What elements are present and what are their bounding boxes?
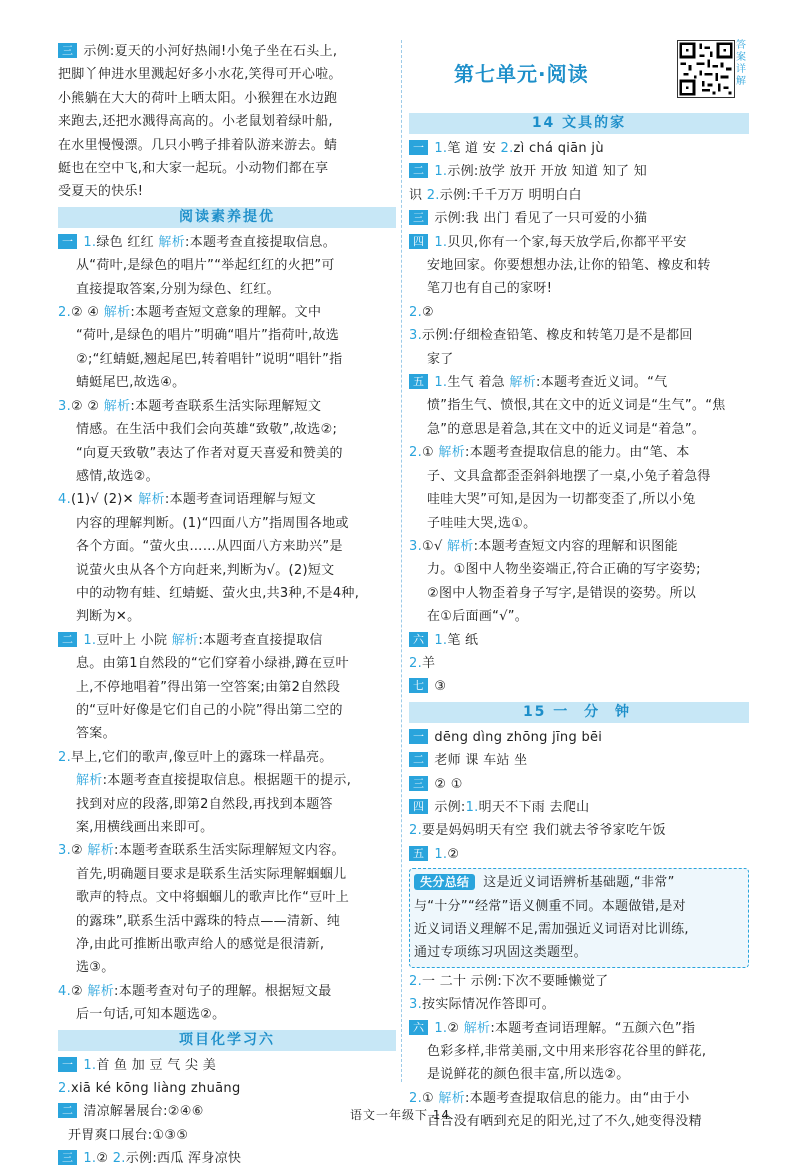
answer-line xyxy=(58,582,396,605)
item-number: 1. xyxy=(434,846,448,862)
answer-line xyxy=(409,796,749,819)
item-number: 1. xyxy=(83,1057,97,1073)
answer-text: 示例:西瓜 浑身凉快 xyxy=(125,1151,242,1167)
answer-line xyxy=(409,465,749,488)
answer-text: 后一句话,可知本题选②。 xyxy=(76,1007,226,1023)
answer-text: 要是妈妈明天有空 我们就去爷爷家吃午饭 xyxy=(422,823,666,839)
answer-text: 笔刀也有自己的家呀! xyxy=(427,281,553,297)
answer-text: 来跑去,还把水溅得高高的。小老鼠划着绿叶船, xyxy=(58,114,333,130)
answer-text: ② ② xyxy=(71,398,104,414)
answer-text: 急”的意思是着急,其在文中的近义词是“着急”。 xyxy=(427,421,706,437)
answer-line xyxy=(58,371,396,394)
tip-line: 与“十分”“经常”语义侧重不同。本题做错,是对 xyxy=(414,898,686,914)
answer-line xyxy=(58,793,396,816)
answer-text: 豆叶上 小院 xyxy=(96,632,172,648)
item-number: 2. xyxy=(426,187,440,203)
lesson-14-header xyxy=(409,113,749,134)
question-badge: 三 xyxy=(409,776,428,791)
answer-block-lesson-15 xyxy=(409,726,749,866)
item-number: 2. xyxy=(409,1090,423,1106)
section-header-project: 项目化学习六 xyxy=(58,1030,396,1051)
answer-text: 子哇哇大哭,选①。 xyxy=(427,515,537,531)
question-badge: 一 xyxy=(58,1057,77,1072)
answer-line xyxy=(58,629,396,652)
answer-line xyxy=(58,395,396,418)
answer-line xyxy=(409,558,749,581)
answer-text: 绿色 红红 xyxy=(96,234,159,250)
item-number: 1. xyxy=(434,1020,448,1036)
item-number: 1. xyxy=(465,799,479,815)
answer-text: 首 鱼 加 豆 气 尖 美 xyxy=(96,1057,217,1073)
answer-line xyxy=(409,207,749,230)
left-column xyxy=(58,40,396,1167)
item-number: 3. xyxy=(409,328,423,344)
answer-line xyxy=(58,652,396,675)
answer-text: 一 二十 示例:下次不要睡懒觉了 xyxy=(422,973,609,989)
tip-line xyxy=(414,871,744,894)
answer-line xyxy=(409,819,749,842)
answer-line xyxy=(58,956,396,979)
answer-text: 的露珠”,联系生活中露珠的特点——清新、纯 xyxy=(76,913,341,929)
answer-line xyxy=(58,87,396,110)
answer-text: ① xyxy=(422,445,439,461)
answer-text: 案,用横线画出来即可。 xyxy=(76,820,214,835)
answer-text: 的“豆叶好像是它们自己的小院”得出第二空的 xyxy=(76,702,343,718)
answer-line xyxy=(58,418,396,441)
analysis-label: 解析 xyxy=(438,445,466,461)
answer-text: ② xyxy=(422,304,434,320)
answer-text: 在①后面画“√”。 xyxy=(427,609,529,625)
answer-line xyxy=(58,180,396,203)
answer-text: ②图中人物歪着身子写字,是错误的姿势。所以 xyxy=(427,585,697,601)
answer-text: 选③。 xyxy=(76,960,115,976)
answer-text: 老师 课 车站 坐 xyxy=(434,753,528,769)
page-footer: 语文一年级下 14 xyxy=(349,1108,451,1122)
item-number: 2. xyxy=(500,141,514,156)
answer-text: :本题考查提取信息的能力。由“笔、本 xyxy=(465,445,690,461)
answer-text: ② xyxy=(447,846,460,862)
answer-text: :本题考查短文意象的理解。文中 xyxy=(130,305,322,321)
answer-text: :本题考查直接提取信息。根据题干的提示, xyxy=(102,773,352,789)
answer-text: 示例:夏天的小河好热闹!小兔子坐在石头上, xyxy=(83,44,338,59)
answer-line xyxy=(58,559,396,582)
qr-label: 答案详解 xyxy=(736,40,746,87)
answer-text: 首先,明确题目要求是联系生活实际理解蝈蝈儿 xyxy=(76,866,347,882)
answer-text: 清凉解暑展台:②④⑥ xyxy=(83,1104,204,1120)
answer-line xyxy=(58,1077,396,1100)
answer-line xyxy=(58,134,396,157)
answer-text: xiā ké kōng liàng zhuāng xyxy=(71,1081,241,1097)
answer-line xyxy=(58,1124,396,1147)
analysis-label: 解析 xyxy=(438,1090,466,1106)
answer-line xyxy=(409,137,749,160)
answer-line xyxy=(409,488,749,511)
item-number: 1. xyxy=(83,1151,97,1167)
answer-line xyxy=(58,1003,396,1026)
answer-text: :本题考查词语理解。“五颜六色”指 xyxy=(490,1020,696,1036)
answer-text: 示例:千千万万 明明白白 xyxy=(439,187,582,203)
answer-text: 安地回家。你要想想办法,让你的铅笔、橡皮和转 xyxy=(427,258,711,274)
answer-line xyxy=(409,418,749,441)
question-badge: 一 xyxy=(409,140,428,155)
answer-text: 示例:我 出门 看见了一只可爱的小猫 xyxy=(434,211,648,227)
answer-text: ② ① xyxy=(434,776,463,792)
answer-line xyxy=(409,629,749,652)
answer-text: 小熊躺在大大的荷叶上晒太阳。小猴狸在水边跑 xyxy=(58,90,338,106)
answer-text: (1)√ (2)✕ xyxy=(71,492,139,508)
answer-text: “向夏天致敬”表达了作者对夏天喜爱和赞美的 xyxy=(76,445,343,461)
answer-text: 答案。 xyxy=(76,726,116,742)
answer-text: 家了 xyxy=(427,351,454,367)
answer-text: 开胃爽口展台:①③⑤ xyxy=(68,1127,189,1143)
item-number: 1. xyxy=(434,234,448,250)
tip-box xyxy=(409,868,749,968)
question-badge: 三 xyxy=(409,210,428,225)
answer-text: ② xyxy=(447,1020,464,1036)
answer-text: 识 xyxy=(409,187,427,203)
answer-line xyxy=(409,254,749,277)
answer-line xyxy=(409,773,749,796)
answer-text: 蜻蜓尾巴,故选④。 xyxy=(76,375,186,391)
answer-line xyxy=(58,886,396,909)
item-number: 2. xyxy=(58,749,72,765)
answer-block-reading xyxy=(58,231,396,1027)
answer-text: 示例: xyxy=(434,799,466,815)
answer-line xyxy=(409,993,749,1016)
item-number: 3. xyxy=(58,843,72,859)
answer-text: 示例:仔细检查铅笔、橡皮和转笔刀是不是都回 xyxy=(422,328,693,344)
answer-line xyxy=(409,1017,749,1040)
item-number: 2. xyxy=(409,655,423,671)
answer-text: 歌声的特点。文中将蝈蝈儿的歌声比作“豆叶上 xyxy=(76,890,350,906)
item-number: 2. xyxy=(409,304,423,320)
question-badge: 三 xyxy=(58,43,77,58)
question-badge: 二 xyxy=(409,163,428,178)
item-number: 1. xyxy=(434,632,448,648)
item-number: 1. xyxy=(83,234,97,250)
answer-text: ② ④ xyxy=(71,305,104,321)
answer-line xyxy=(409,231,749,254)
answer-line xyxy=(409,277,749,300)
item-number: 2. xyxy=(112,1151,126,1167)
item-number: 4. xyxy=(58,492,72,508)
answer-line xyxy=(58,863,396,886)
answer-line xyxy=(58,110,396,133)
answer-text: zì chá qiān jù xyxy=(513,141,604,156)
right-column xyxy=(409,40,749,1130)
answer-text: 息。由第1自然段的“它们穿着小绿褂,蹲在豆叶 xyxy=(76,656,349,672)
question-badge: 五 xyxy=(409,374,428,389)
answer-text: 力。①图中人物坐姿端正,符合正确的写字姿势; xyxy=(427,562,701,578)
analysis-label: 解析 xyxy=(158,234,186,250)
answer-line xyxy=(409,394,749,417)
answer-line xyxy=(409,371,749,394)
answer-text: 贝贝,你有一个家,每天放学后,你都平平安 xyxy=(447,234,687,250)
answer-line xyxy=(58,442,396,465)
answer-line xyxy=(58,933,396,956)
answer-line xyxy=(58,301,396,324)
answer-line xyxy=(58,1147,396,1170)
analysis-label: 解析 xyxy=(87,983,115,999)
analysis-label: 解析 xyxy=(103,398,131,414)
item-number: 3. xyxy=(58,398,72,414)
item-number: 4. xyxy=(58,983,72,999)
item-number: 2. xyxy=(409,445,423,461)
answer-text: 净,由此可推断出歌声给人的感觉是很清新, xyxy=(76,937,325,953)
answer-line xyxy=(58,254,396,277)
answer-line xyxy=(409,324,749,347)
unit-header xyxy=(409,40,749,110)
answer-line xyxy=(409,1063,749,1086)
question-badge: 四 xyxy=(409,234,428,249)
answer-line xyxy=(58,278,396,301)
question-badge: 五 xyxy=(409,846,428,861)
answer-text: 羊 xyxy=(422,655,436,671)
answer-text: 从“荷叶,是绿色的唱片”“举起红红的火把”可 xyxy=(76,258,335,274)
answer-line xyxy=(409,605,749,628)
answer-line xyxy=(58,910,396,933)
question-badge: 一 xyxy=(58,234,77,249)
answer-line xyxy=(58,324,396,347)
answer-text: 感情,故选②。 xyxy=(76,468,159,484)
answer-line xyxy=(58,769,396,792)
answer-text: 把脚丫伸进水里溅起好多小水花,笑得可开心啦。 xyxy=(58,67,342,83)
section-header-reading: 阅读素养提优 xyxy=(58,207,396,228)
item-number: 3. xyxy=(409,997,423,1013)
answer-text: ②;“红蜻蜓,翘起尾巴,转着唱针”说明“唱针”指 xyxy=(76,351,343,367)
answer-text: ① xyxy=(422,1090,439,1106)
answer-text: ② xyxy=(71,983,88,999)
answer-text: 各个方面。“萤火虫……从四面八方来助兴”是 xyxy=(76,539,343,555)
answer-text: 笔 道 安 xyxy=(447,141,501,156)
answer-line xyxy=(409,348,749,371)
answer-line xyxy=(409,675,749,698)
answer-text: ①√ xyxy=(422,538,447,554)
question-badge: 六 xyxy=(409,1020,428,1035)
lesson-14-number: 14 xyxy=(531,115,556,131)
answer-text: 生气 着急 xyxy=(447,375,510,391)
item-number: 2. xyxy=(409,973,423,989)
answer-line xyxy=(409,301,749,324)
answer-text: “荷叶,是绿色的唱片”明确“唱片”指荷叶,故选 xyxy=(76,328,340,344)
lesson-15-number: 15 xyxy=(522,703,547,720)
answer-text: 内容的理解判断。(1)“四面八方”指周围各地或 xyxy=(76,515,349,531)
answer-line xyxy=(58,839,396,862)
answer-text: :本题考查直接提取信 xyxy=(198,632,323,648)
answer-text: 蜓也在空中飞,和大家一起玩。小动物们都在享 xyxy=(58,161,329,177)
answer-text: 色彩多样,非常美丽,文中用来形容花谷里的鲜花, xyxy=(427,1044,707,1060)
answer-line xyxy=(409,160,749,183)
tip-label: 失分总结 xyxy=(414,874,475,890)
answer-text: dēng dìng zhōng jīng bēi xyxy=(434,729,603,745)
item-number: 3. xyxy=(409,538,423,554)
column-divider xyxy=(401,40,402,1082)
qr-code-icon[interactable] xyxy=(677,40,735,98)
item-number: 2. xyxy=(58,1081,72,1097)
answer-line xyxy=(409,184,749,207)
analysis-label: 解析 xyxy=(447,538,474,554)
answer-line xyxy=(58,157,396,180)
analysis-label: 解析 xyxy=(103,305,131,321)
analysis-label: 解析 xyxy=(76,773,103,789)
answer-text: 哇哇大哭”可知,是因为一切都变歪了,所以小兔 xyxy=(427,492,696,508)
answer-text: :本题考查近义词。“气 xyxy=(536,375,668,391)
answer-text: 示例:放学 放开 开放 知道 知了 知 xyxy=(447,164,648,180)
answer-text: :本题考查提取信息的能力。由“由于小 xyxy=(465,1090,690,1106)
tip-line: 通过专项练习巩固这类题型。 xyxy=(414,945,587,961)
answer-text: 说萤火虫从各个方向赶来,判断为√。(2)短文 xyxy=(76,562,335,578)
answer-text: 在水里慢慢漂。几只小鸭子排着队游来游去。蜻 xyxy=(58,137,338,153)
item-number: 1. xyxy=(434,141,448,156)
answer-text: :本题考查联系生活实际理解短文 xyxy=(130,398,322,414)
answer-text: 早上,它们的歌声,像豆叶上的露珠一样晶亮。 xyxy=(71,749,333,765)
answer-block-lesson-14 xyxy=(409,137,749,699)
tip-line: 近义词语义理解不足,需加强近义词语对比训练, xyxy=(414,922,689,937)
answer-text: :本题考查短文内容的理解和识图能 xyxy=(473,538,678,554)
answer-text: ② xyxy=(71,843,88,859)
lesson-15-header xyxy=(409,702,749,723)
answer-line xyxy=(58,816,396,839)
answer-line xyxy=(409,970,749,993)
answer-text: 是说鲜花的颜色很丰富,所以选②。 xyxy=(427,1067,630,1083)
answer-line xyxy=(409,1040,749,1063)
item-number: 1. xyxy=(434,164,448,180)
answer-text: 百合没有晒到充足的阳光,过了不久,她变得没精 xyxy=(427,1114,702,1130)
answer-line xyxy=(58,231,396,254)
answer-text: 情感。在生活中我们会向英雄“致敬”,故选②; xyxy=(76,422,338,438)
answer-line xyxy=(409,843,749,866)
answer-line xyxy=(58,535,396,558)
item-number: 1. xyxy=(83,632,97,648)
question-badge: 二 xyxy=(58,1103,77,1118)
answer-line xyxy=(409,652,749,675)
answer-text: 中的动物有蛙、红蜻蜓、萤火虫,共3种,不是4种, xyxy=(76,585,360,601)
analysis-label: 解析 xyxy=(87,843,115,859)
answer-text: :本题考查对句子的理解。根据短文最 xyxy=(114,983,332,999)
question-badge: 七 xyxy=(409,678,428,693)
answer-line xyxy=(58,722,396,745)
answer-line xyxy=(58,605,396,628)
answer-line xyxy=(58,699,396,722)
tip-text: 这是近义词语辨析基础题,“非常” xyxy=(483,875,675,891)
question-badge: 二 xyxy=(58,632,77,647)
answer-text: 受夏天的快乐! xyxy=(58,184,144,200)
answer-line xyxy=(409,582,749,605)
analysis-label: 解析 xyxy=(171,632,199,648)
question-badge: 三 xyxy=(58,1150,77,1165)
answer-line xyxy=(58,348,396,371)
question-badge: 二 xyxy=(409,752,428,767)
answer-text: 直接提取答案,分别为绿色、红红。 xyxy=(76,281,280,297)
answer-text: 上,不停地唱着”得出第一空答案;由第2自然段 xyxy=(76,679,341,695)
answer-text: 明天不下雨 去爬山 xyxy=(478,799,590,815)
analysis-label: 解析 xyxy=(509,375,537,391)
answer-line xyxy=(58,63,396,86)
unit-title: 第七单元·阅读 xyxy=(454,62,589,86)
answer-line xyxy=(409,749,749,772)
answer-text: 按实际情况作答即可。 xyxy=(422,997,556,1013)
answer-line xyxy=(409,512,749,535)
answer-text: 子、文具盒都歪歪斜斜地摆了一桌,小兔子着急得 xyxy=(427,468,711,484)
item-number: 1. xyxy=(434,375,448,391)
item-number: 2. xyxy=(58,305,72,321)
item-number: 2. xyxy=(409,823,423,839)
answer-line xyxy=(58,676,396,699)
answer-line xyxy=(58,980,396,1003)
answer-block-intro xyxy=(58,40,396,204)
answer-line xyxy=(58,512,396,535)
answer-line xyxy=(409,535,749,558)
lesson-15-title: 一 分 钟 xyxy=(553,703,636,720)
answer-line xyxy=(409,726,749,749)
question-badge: 四 xyxy=(409,799,428,814)
question-badge: 六 xyxy=(409,632,428,647)
answer-text: 判断为✕。 xyxy=(76,609,141,625)
answer-line xyxy=(58,465,396,488)
lesson-14-title: 文具的家 xyxy=(562,115,627,131)
question-badge: 一 xyxy=(409,729,428,744)
answer-line xyxy=(409,441,749,464)
answer-text: ③ xyxy=(434,679,447,695)
answer-text: :本题考查联系生活实际理解短文内容。 xyxy=(114,843,345,859)
answer-line xyxy=(58,488,396,511)
answer-text: ② xyxy=(96,1151,113,1167)
answer-text: 找到对应的段落,即第2自然段,再找到本题答 xyxy=(76,796,333,812)
answer-line xyxy=(58,746,396,769)
analysis-label: 解析 xyxy=(463,1020,491,1036)
analysis-label: 解析 xyxy=(138,492,165,508)
answer-line xyxy=(58,40,396,63)
answer-line xyxy=(58,1054,396,1077)
answer-text: 笔 纸 xyxy=(447,632,479,648)
answer-text: :本题考查直接提取信息。 xyxy=(185,234,336,250)
answer-text: 愤”指生气、愤恨,其在文中的近义词是“生气”。“焦 xyxy=(427,398,726,414)
answer-text: :本题考查词语理解与短文 xyxy=(164,492,316,508)
